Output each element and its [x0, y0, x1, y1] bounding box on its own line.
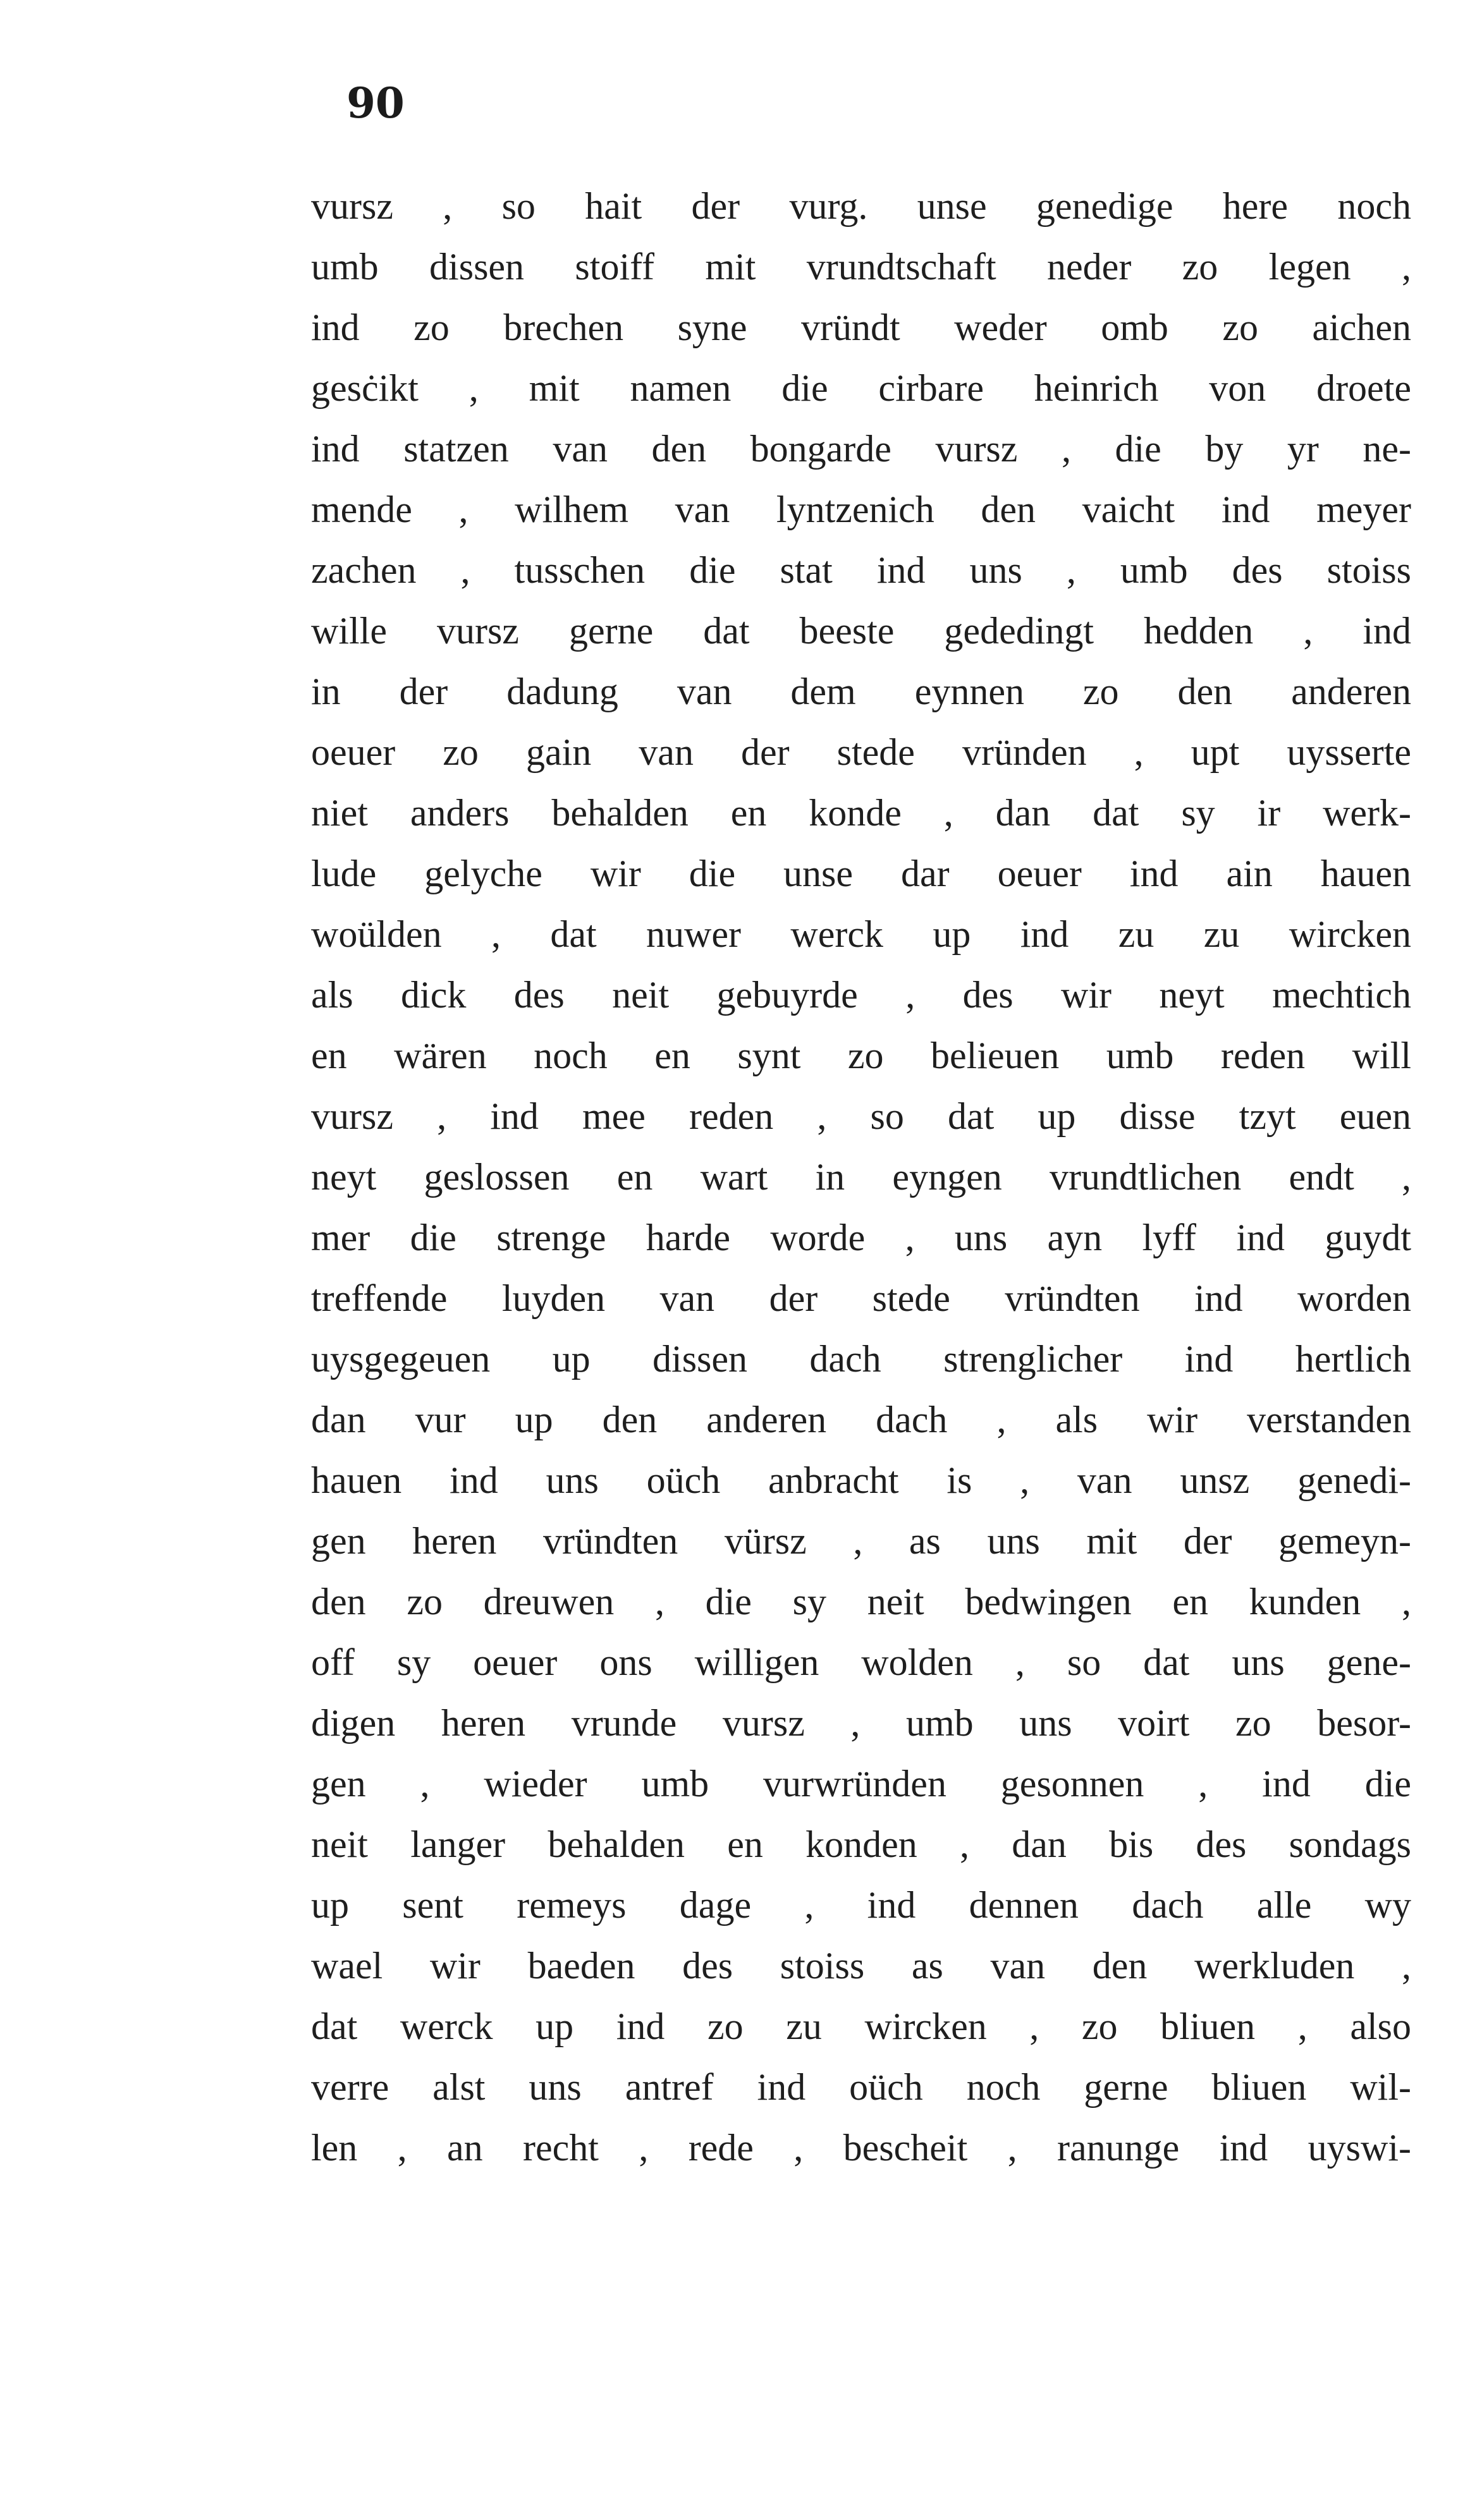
text-line: gesċikt , mit namen die cirbare heinrich von droete — [311, 367, 1411, 409]
text-line: niet anders behalden en konde , dan dat sy ir werk- — [311, 792, 1411, 834]
text-line: uysgegeuen up dissen dach strenglicher ind hertlich — [311, 1338, 1411, 1380]
text-line: en wären noch en synt zo belieuen umb reden will — [311, 1035, 1411, 1076]
text-line: ind zo brechen syne vründt weder omb zo aichen — [311, 307, 1411, 348]
text-line: zachen , tusschen die stat ind uns , umb des stoiss — [311, 549, 1411, 591]
text-line: mer die strenge harde worde , uns ayn lyff ind guydt — [311, 1217, 1411, 1258]
text-line: gen , wieder umb vurwründen gesonnen , ind die — [311, 1763, 1411, 1805]
text-line: als dick des neit gebuyrde , des wir neyt mechtich — [311, 974, 1411, 1016]
text-line: woülden , dat nuwer werck up ind zu zu wircken — [311, 913, 1411, 955]
text-line: oeuer zo gain van der stede vründen , upt uysserte — [311, 731, 1411, 773]
page-number: 90 — [346, 78, 405, 128]
text-line: off sy oeuer ons willigen wolden , so dat uns gene- — [311, 1641, 1411, 1683]
body-text — [311, 176, 1411, 2178]
text-line: vursz , so hait der vurg. unse genedige here noch — [311, 185, 1411, 227]
text-line: lude gelyche wir die unse dar oeuer ind ain hauen — [311, 853, 1411, 894]
text-line: vursz , ind mee reden , so dat up disse tzyt euen — [311, 1095, 1411, 1137]
text-line: digen heren vrunde vursz , umb uns voirt zo besor- — [311, 1702, 1411, 1744]
text-line: neit langer behalden en konden , dan bis des sondags — [311, 1823, 1411, 1865]
text-line: len , an recht , rede , bescheit , ranunge ind uyswi- — [311, 2127, 1411, 2169]
text-line: ind statzen van den bongarde vursz , die by yr ne- — [311, 428, 1411, 470]
text-line: wael wir baeden des stoiss as van den werkluden , — [311, 1945, 1411, 1987]
text-line: up sent remeys dage , ind dennen dach alle wy — [311, 1884, 1411, 1926]
text-line: gen heren vründten vürsz , as uns mit der gemeyn- — [311, 1520, 1411, 1562]
text-line: umb dissen stoiff mit vrundtschaft neder zo legen , — [311, 246, 1411, 288]
text-line: dan vur up den anderen dach , als wir verstanden — [311, 1399, 1411, 1440]
text-line: verre alst uns antref ind oüch noch gerne bliuen wil- — [311, 2066, 1411, 2108]
text-line: in der dadung van dem eynnen zo den anderen — [311, 671, 1411, 712]
text-line: den zo dreuwen , die sy neit bedwingen en kunden , — [311, 1581, 1411, 1622]
text-line: mende , wilhem van lyntzenich den vaicht ind meyer — [311, 489, 1411, 530]
text-line: dat werck up ind zo zu wircken , zo bliuen , also — [311, 2006, 1411, 2047]
text-line: hauen ind uns oüch anbracht is , van unsz genedi- — [311, 1459, 1411, 1501]
text-line: treffende luyden van der stede vründten ind worden — [311, 1277, 1411, 1319]
text-line: wille vursz gerne dat beeste gededingt hedden , ind — [311, 610, 1411, 652]
text-line: neyt geslossen en wart in eyngen vrundtlichen endt , — [311, 1156, 1411, 1198]
